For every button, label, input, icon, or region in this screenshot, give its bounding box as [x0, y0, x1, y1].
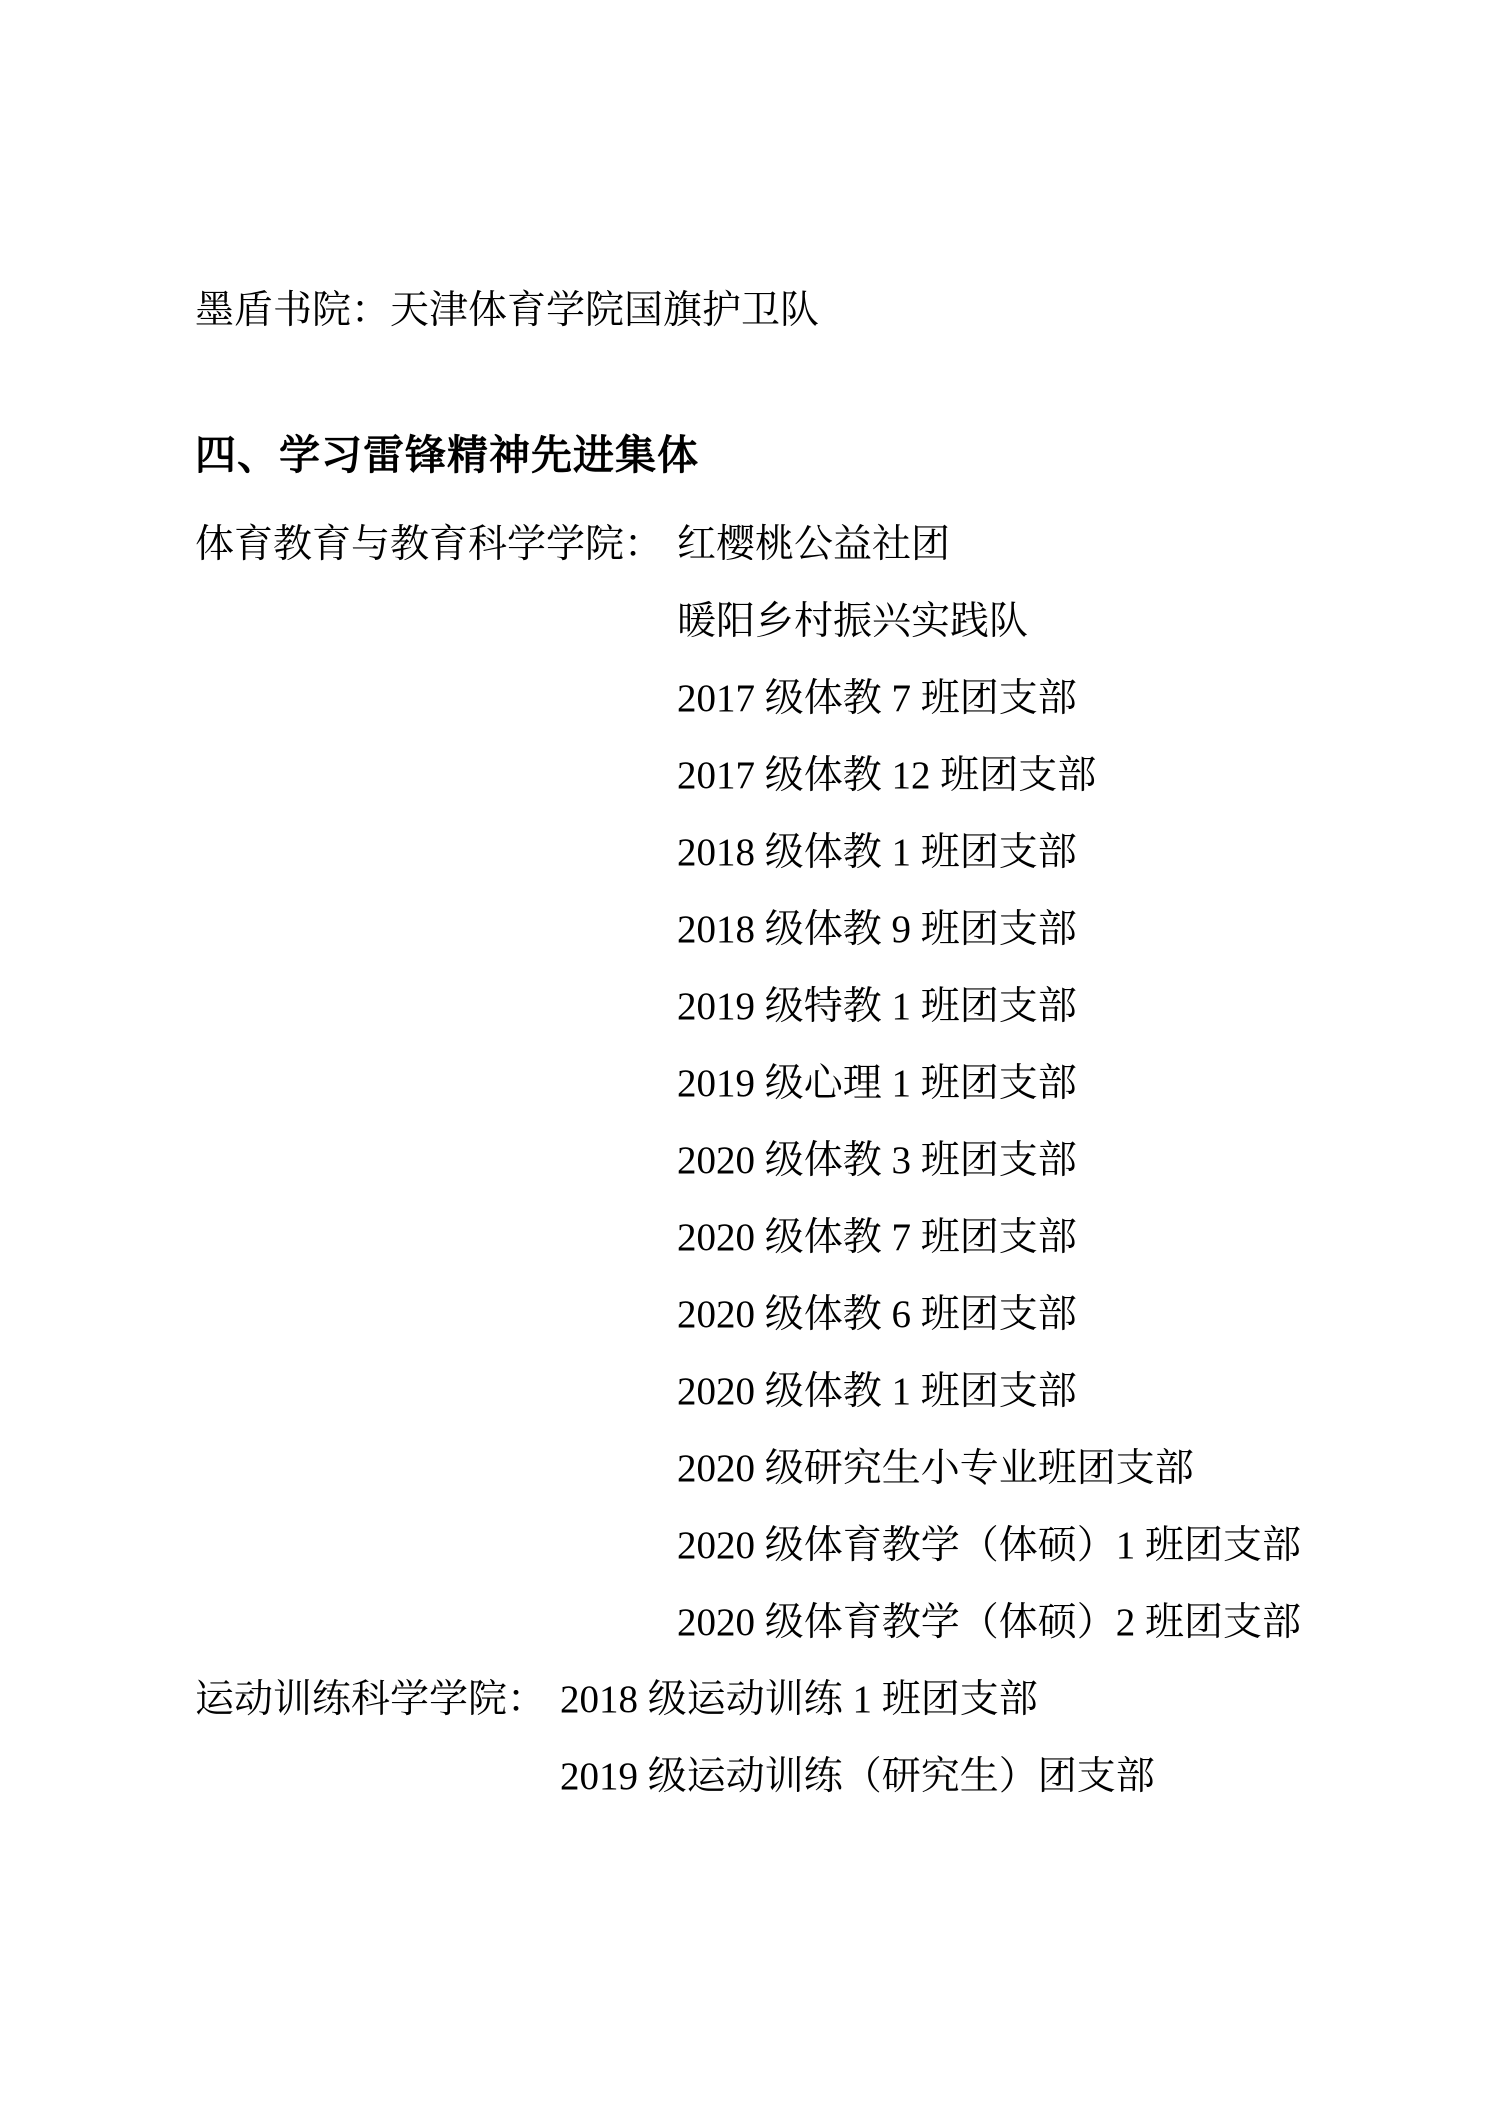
- award-item: 2020 级研究生小专业班团支部: [677, 1447, 1194, 1490]
- award-item: 2020 级体教 6 班团支部: [677, 1293, 1077, 1336]
- award-item-list: [677, 506, 1301, 1661]
- group-label: 运动训练科学学院：: [195, 1678, 547, 1721]
- award-item: 2017 级体教 12 班团支部: [677, 754, 1097, 797]
- award-item: 2020 级体教 7 班团支部: [677, 1216, 1077, 1259]
- award-item: 2020 级体育教学（体硕）1 班团支部: [677, 1524, 1302, 1567]
- award-item: 2020 级体教 1 班团支部: [677, 1370, 1077, 1413]
- award-item: 2019 级运动训练（研究生）团支部: [560, 1755, 1155, 1798]
- award-item: 2018 级运动训练 1 班团支部: [560, 1678, 1038, 1721]
- section-heading: 四、学习雷锋精神先进集体: [195, 432, 699, 478]
- award-group-sports-education: [195, 506, 1390, 1661]
- award-group-athletic-training: [195, 1661, 1390, 1815]
- award-item: 暖阳乡村振兴实践队: [677, 600, 1029, 643]
- award-item: 2020 级体教 3 班团支部: [677, 1139, 1077, 1182]
- award-item-list: [560, 1661, 1155, 1815]
- award-item: 2017 级体教 7 班团支部: [677, 677, 1077, 720]
- award-item: 红樱桃公益社团: [677, 523, 951, 566]
- award-item: 2018 级体教 9 班团支部: [677, 908, 1077, 951]
- award-item: 2018 级体教 1 班团支部: [677, 831, 1077, 874]
- award-item: 2019 级特教 1 班团支部: [677, 985, 1077, 1028]
- award-item: 2020 级体育教学（体硕）2 班团支部: [677, 1601, 1302, 1644]
- group-label: 体育教育与教育科学学院：: [195, 523, 664, 566]
- award-item: 2019 级心理 1 班团支部: [677, 1062, 1077, 1105]
- intro-line: 墨盾书院：天津体育学院国旗护卫队: [195, 289, 820, 332]
